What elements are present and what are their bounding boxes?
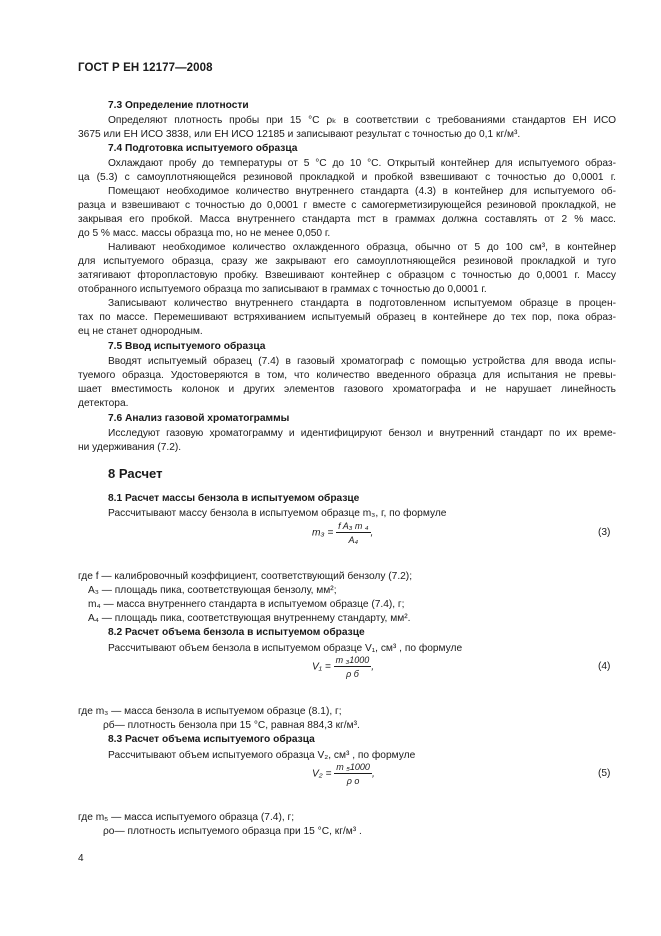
text-line: ни удерживания (7.2). [78,442,182,453]
text-line: где m₃ — масса бензола в испытуемом образце (8.1), г; [78,706,342,717]
subsection-heading: 7.6 Анализ газовой хроматограммы [108,413,290,424]
text-line: Определяют плотность пробы при 15 °С ρₖ в соответствии с требованиями стандартов ЕН ИСО [108,115,616,126]
section-8-heading: 8 Расчет [108,466,163,481]
formula-denominator: ρ б [346,669,359,679]
text-line: ец не станет однородным. [78,326,203,337]
formula-denominator: A₄ [348,535,359,545]
text-line: отобранного испытуемого образца mо записывают в граммах с точностью до 0,0001 г. [78,284,487,295]
text-line: затягивают фторопластовую пробку. Взвешивают контейнер с образцом с точностью до 0,0001 г. Массу [78,270,616,281]
formula-lhs: m₃ = [312,527,337,539]
document-header: ГОСТ Р ЕН 12177—2008 [78,62,213,74]
text-line: туемого образца. Удостоверяются в том, что количество введенного образца для испытания не превы- [78,370,616,381]
subsection-heading: 7.3 Определение плотности [108,100,249,111]
text-line: A₄ — площадь пика, соответствующая внутреннему стандарту, мм². [88,613,411,624]
text-line: Рассчитывают массу бензола в испытуемом образце m₃, г, по формуле [108,508,447,519]
subsection-heading: 8.1 Расчет массы бензола в испытуемом образце [108,493,360,504]
text-line: Охлаждают пробу до температуры от 5 °С до 10 °С. Открытый контейнер для испытуемого образ- [108,158,616,169]
formula-lhs: V₁ = [312,661,334,673]
text-line: ца (5.3) с самоуплотняющейся резиновой прокладкой и пробкой взвешивают с точностью до 0,0001 г. [78,172,616,183]
text-line: Рассчитывают объем испытуемого образца V₂, см³ , по формуле [108,750,416,761]
subsection-heading: 8.3 Расчет объема испытуемого образца [108,734,315,745]
text-line: Помещают необходимое количество внутреннего стандарта (4.3) в контейнер для испытуемого об- [108,186,616,197]
formula-lhs: V₂ = [312,768,335,780]
formula-tail: , [370,527,374,539]
formula [312,655,374,679]
formula-number: (4) [598,661,611,672]
text-line: шает вместимость колонок и других элементов газового хроматографа и не нарушает линейность [78,384,616,395]
page-number: 4 [78,853,84,864]
text-line: Записывают количество внутреннего стандарта в подготовленном испытуемом образце в процен- [108,298,616,309]
formula-denominator: ρ о [346,776,360,786]
text-line: A₃ — площадь пика, соответствующая бензолу, мм²; [88,585,337,596]
text-line: ρб— плотность бензола при 15 °С, равная 884,3 кг/м³. [103,720,360,731]
text-line: Вводят испытуемый образец (7.4) в газовый хроматограф с помощью устройства для ввода испы- [108,356,616,367]
text-line: 3675 или ЕН ИСО 3838, или ЕН ИСО 12185 и записывают результат с точностью до 0,1 кг/м³. [78,129,521,140]
formula [312,521,373,545]
text-line: ρо— плотность испытуемого образца при 15 °С, кг/м³ . [103,826,362,837]
subsection-heading: 7.5 Ввод испытуемого образца [108,341,266,352]
formula-fraction [334,655,375,679]
formula-fraction [334,762,372,786]
subsection-heading: 7.4 Подготовка испытуемого образца [108,143,298,154]
formula-numerator: m ₃1000 [335,655,370,665]
formula-numerator: m ₅1000 [336,762,370,772]
text-line: до 5 % масс. массы образца mo, но не менее 0,050 г. [78,228,331,239]
text-line: Рассчитывают объем бензола в испытуемом образце V₁, см³ , по формуле [108,643,463,654]
text-line: закрывая его пробкой. Масса внутреннего стандарта mст в граммах должна составлять от 2 % масс. [78,214,616,225]
formula-fraction [336,521,370,545]
formula [312,762,375,786]
text-line: детектора. [78,398,129,409]
formula-numerator: f A₃ m ₄ [338,521,369,531]
text-line: где f — калибровочный коэффициент, соответствующий бензолу (7.2); [78,571,413,582]
text-line: разца и взвешивают с точностью до 0,0001 г вместе с самогерметизирующейся резиновой прокладкой, не [78,200,616,211]
formula-number: (5) [598,768,611,779]
formula-tail: , [371,768,375,780]
text-line: где m₅ — масса испытуемого образца (7.4), г; [78,812,295,823]
text-line: Исследуют газовую хроматограмму и идентифицируют бензол и внутренний стандарт по их време- [108,428,616,439]
text-line: Наливают необходимое количество охлажденного образца, обычно от 5 до 100 см³, в контейнер [108,242,616,253]
text-line: тах по массе. Перемешивают встряхиванием испытуемый образец в контейнере до тех пор, пока образ- [78,312,616,323]
text-line: для испытуемого образца, сразу же закрывают его самоуплотняющейся резиновой прокладкой и туго [78,256,616,267]
formula-tail: , [371,661,375,673]
formula-number: (3) [598,527,611,538]
subsection-heading: 8.2 Расчет объема бензола в испытуемом образце [108,627,365,638]
text-line: m₄ — масса внутреннего стандарта в испытуемом образце (7.4), г; [88,599,405,610]
